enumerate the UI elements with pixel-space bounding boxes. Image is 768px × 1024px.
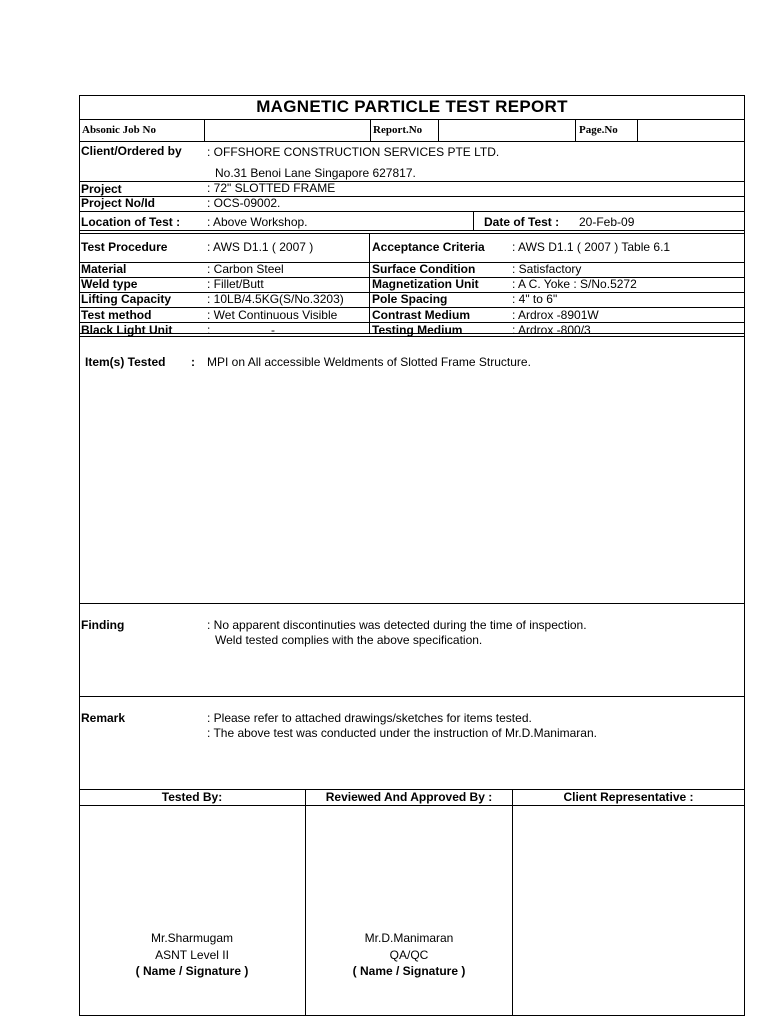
reviewed-by-role: QA/QC bbox=[389, 948, 429, 962]
date-label: Date of Test : bbox=[484, 215, 560, 229]
remark-label: Remark bbox=[81, 711, 126, 725]
row-value: : Carbon Steel bbox=[207, 262, 284, 276]
client-label: Client/Ordered by bbox=[81, 144, 182, 158]
acceptance-value: : AWS D1.1 ( 2007 ) Table 6.1 bbox=[512, 240, 671, 254]
finding-line2: Weld tested complies with the above specification. bbox=[215, 633, 483, 647]
frame-bottom bbox=[79, 1015, 745, 1016]
page-no-label: Page.No bbox=[579, 124, 618, 136]
location-label: Location of Test : bbox=[81, 215, 181, 229]
reviewed-by-name: Mr.D.Manimaran bbox=[364, 931, 454, 945]
row-value: : Ardrox -8901W bbox=[512, 308, 599, 322]
tested-by-role: ASNT Level II bbox=[155, 948, 229, 962]
row-label: Pole Spacing bbox=[372, 292, 448, 306]
project-no-value: : OCS-09002. bbox=[207, 196, 281, 210]
row-label: Contrast Medium bbox=[372, 308, 471, 322]
items-tested-value: MPI on All accessible Weldments of Slotted Frame Structure. bbox=[207, 355, 531, 369]
row-value: - bbox=[271, 323, 275, 337]
row-label: Magnetization Unit bbox=[372, 277, 479, 291]
row-value: : 4" to 6" bbox=[512, 292, 558, 306]
project-value: : 72" SLOTTED FRAME bbox=[207, 181, 336, 195]
tested-by-name: Mr.Sharmugam bbox=[150, 931, 234, 945]
row-label: Material bbox=[81, 262, 127, 276]
row-value: : A C. Yoke : S/No.5272 bbox=[512, 277, 637, 291]
row-label: Surface Condition bbox=[372, 262, 476, 276]
row-value: : 10LB/4.5KG(S/No.3203) bbox=[207, 292, 344, 306]
reviewed-by-header: Reviewed And Approved By : bbox=[325, 790, 493, 804]
row-value: : Ardrox -800/3 bbox=[512, 323, 591, 337]
row-label: Weld type bbox=[81, 277, 138, 291]
client-rep-header: Client Representative : bbox=[563, 790, 694, 804]
finding-line1: : No apparent discontinuties was detected during the time of inspection. bbox=[207, 618, 587, 632]
test-procedure-label: Test Procedure bbox=[81, 240, 168, 254]
row-value: : Fillet/Butt bbox=[207, 277, 264, 291]
date-value: 20-Feb-09 bbox=[579, 215, 635, 229]
report-title: MAGNETIC PARTICLE TEST REPORT bbox=[256, 97, 568, 116]
tested-by-caption: ( Name / Signature ) bbox=[135, 964, 249, 978]
row-label: Black Light Unit bbox=[81, 323, 173, 337]
job-no-label: Absonic Job No bbox=[82, 124, 156, 136]
row-label: Test method bbox=[81, 308, 152, 322]
row-label: Testing Medium bbox=[372, 323, 463, 337]
report-no-label: Report.No bbox=[373, 124, 423, 136]
client-line1: : OFFSHORE CONSTRUCTION SERVICES PTE LTD. bbox=[207, 145, 500, 159]
acceptance-label: Acceptance Criteria bbox=[372, 240, 485, 254]
items-tested-label: Item(s) Tested bbox=[85, 355, 166, 369]
reviewed-by-caption: ( Name / Signature ) bbox=[352, 964, 466, 978]
items-tested-colon: : bbox=[191, 355, 195, 369]
report-form bbox=[79, 95, 745, 1015]
client-line2: No.31 Benoi Lane Singapore 627817. bbox=[215, 166, 416, 180]
project-no-label: Project No/Id bbox=[81, 196, 156, 210]
row-value: : Wet Continuous Visible bbox=[207, 308, 338, 322]
remark-line1: : Please refer to attached drawings/sketches for items tested. bbox=[207, 711, 532, 725]
row-label: Lifting Capacity bbox=[81, 292, 172, 306]
row-value: : Satisfactory bbox=[512, 262, 582, 276]
finding-label: Finding bbox=[81, 618, 125, 632]
project-label: Project bbox=[81, 182, 122, 196]
test-procedure-value: : AWS D1.1 ( 2007 ) bbox=[207, 240, 314, 254]
remark-line2: : The above test was conducted under the instruction of Mr.D.Manimaran. bbox=[207, 726, 597, 740]
row-value: : bbox=[207, 323, 211, 337]
location-value: : Above Workshop. bbox=[207, 215, 308, 229]
tested-by-header: Tested By: bbox=[161, 790, 223, 804]
